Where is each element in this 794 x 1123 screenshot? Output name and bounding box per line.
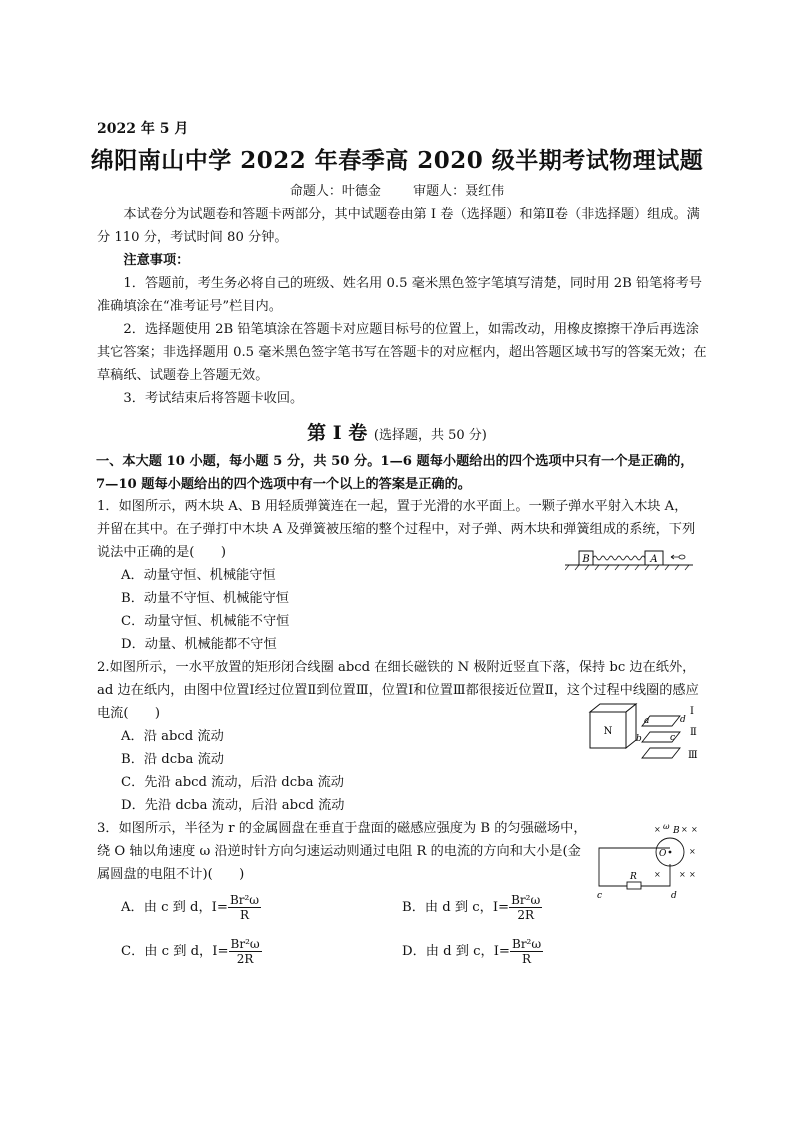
- exam-title: 绵阳南山中学 2022 年春季高 2020 级半期考试物理试题: [90, 147, 704, 174]
- q3-option-d: [402, 937, 543, 966]
- q3-fig-b: B: [673, 826, 680, 836]
- q2-option-d: D．先沿 dcba 流动，后沿 abcd 流动: [121, 798, 345, 813]
- q3-b-den: 2R: [517, 908, 535, 922]
- q3-option-a-frac: [228, 893, 261, 922]
- svg-text:×: ×: [679, 870, 686, 879]
- section-title: [0, 418, 794, 445]
- q3-option-d-text: D．由 d 到 c，I=: [402, 944, 510, 959]
- q3-option-c-text: C．由 c 到 d，I=: [121, 944, 229, 959]
- section-subtitle: (选择题，共 50 分): [373, 428, 487, 443]
- q1-fig-label-b: B: [582, 554, 590, 565]
- q3-fig-c: c: [597, 891, 603, 900]
- svg-text:×: ×: [689, 847, 696, 856]
- q2-fig-iii: Ⅲ: [688, 750, 698, 761]
- q2-fig-a: a: [644, 716, 650, 726]
- q2-option-b: B．沿 dcba 流动: [121, 752, 224, 767]
- q2-option-a: A．沿 abcd 流动: [121, 729, 224, 744]
- svg-text:×: ×: [691, 825, 698, 834]
- svg-text:×: ×: [681, 825, 688, 834]
- q1-fig-label-a: A: [650, 554, 658, 565]
- q3-fig-omega: ω: [663, 822, 670, 831]
- q3-b-num: Br²ω: [511, 893, 541, 907]
- q3-option-c: [121, 937, 262, 966]
- q1-option-c: C．动量守恒、机械能不守恒: [121, 614, 290, 629]
- q2-stem: 2.如图所示，一水平放置的矩形闭合线圈 abcd 在细长磁铁的 N 极附近竖直下落，保持 bc 边在纸外，ad 边在纸内，由图中位置Ⅰ经过位置Ⅱ到位置Ⅲ，位置Ⅰ和位置Ⅲ都很接近位置Ⅱ，这个过程中线圈的感应电流( ): [97, 660, 699, 721]
- q1-option-a: A．动量守恒、机械能守恒: [121, 568, 276, 583]
- section-name: 第 I 卷: [307, 422, 368, 444]
- section-instruction: 一、本大题 10 小题，每小题 5 分，共 50 分。1—6 题每小题给出的四个选项中只有一个是正确的，7—10 题每小题给出的四个选项中有一个以上的答案是正确的。: [96, 454, 694, 492]
- q3-c-den: 2R: [236, 952, 254, 966]
- q1-option-d: D．动量、机械能都不守恒: [121, 637, 277, 652]
- setter: 命题人：叶德金: [289, 184, 381, 199]
- q2-fig-d: d: [680, 715, 686, 725]
- q3-a-den: R: [239, 908, 250, 922]
- q3-stem: 3．如图所示，半径为 r 的金属圆盘在垂直于盘面的磁感应强度为 B 的匀强磁场中，绕 O 轴以角速度 ω 沿逆时针方向匀速运动则通过电阻 R 的电流的方向和大小是(金属圆盘的电阻不计)( ): [97, 821, 587, 882]
- authors: [0, 180, 794, 199]
- notice-1: 1．答题前，考生务必将自己的班级、姓名用 0.5 毫米黑色签字笔填写清楚，同时用 2B 铅笔将考号准确填涂在“准考证号”栏目内。: [97, 276, 702, 314]
- q3-option-c-frac: [229, 937, 262, 966]
- notice-2: 2．选择题使用 2B 铅笔填涂在答题卡对应题目标号的位置上，如需改动，用橡皮擦擦干净后再选涂其它答案；非选择题用 0.5 毫米黑色签字笔书写在答题卡的对应框内，超出答题区域书写的答案无效；在草稿纸、试题卷上答题无效。: [97, 322, 707, 383]
- svg-text:×: ×: [689, 870, 696, 879]
- q3-option-d-frac: [510, 937, 543, 966]
- q2-fig-c: c: [670, 733, 676, 743]
- reviewer: 审题人：聂红伟: [413, 184, 505, 199]
- q2-fig-n: N: [603, 726, 613, 737]
- svg-text:×: ×: [654, 870, 661, 879]
- q1-option-b: B．动量不守恒、机械能守恒: [121, 591, 289, 606]
- q1-stem: 1．如图所示，两木块 A、B 用轻质弹簧连在一起，置于光滑的水平面上。一颗子弹水平射入木块 A，并留在其中。在子弹打中木块 A 及弹簧被压缩的整个过程中，对子弹、两木块和弹簧组成的系统，下列说法中正确的是( ): [97, 499, 696, 560]
- notice-title: 注意事项：: [123, 253, 190, 268]
- q2-option-c: C．先沿 abcd 流动，后沿 dcba 流动: [121, 775, 344, 790]
- svg-text:×: ×: [654, 825, 661, 834]
- q3-d-num: Br²ω: [512, 937, 542, 951]
- q3-d-den: R: [522, 952, 532, 966]
- q2-fig-i: Ⅰ: [690, 706, 694, 717]
- q3-option-b: [402, 893, 542, 922]
- q3-option-b-frac: [509, 893, 542, 922]
- notice-3: 3．考试结束后将答题卡收回。: [123, 391, 304, 406]
- exam-date: 2022 年 5 月: [97, 121, 189, 137]
- q2-fig-b: b: [636, 734, 642, 744]
- q1-figure: [565, 545, 695, 571]
- q3-fig-r: R: [630, 872, 637, 882]
- q3-option-b-text: B．由 d 到 c，I=: [402, 900, 510, 915]
- q3-option-a-text: A．由 c 到 d，I=: [121, 900, 228, 915]
- q2-fig-ii: Ⅱ: [690, 727, 697, 738]
- q3-fig-d: d: [671, 891, 677, 900]
- q3-fig-o: O: [659, 849, 667, 859]
- intro-text: 本试卷分为试题卷和答题卡两部分，其中试题卷由第 I 卷（选择题）和第Ⅱ卷（非选择题）组成。满分 110 分，考试时间 80 分钟。: [97, 207, 700, 245]
- q3-option-a: [121, 893, 261, 922]
- q3-c-num: Br²ω: [230, 937, 260, 951]
- q2-figure: [588, 700, 700, 772]
- q3-a-num: Br²ω: [229, 893, 260, 907]
- q3-figure: [595, 820, 700, 900]
